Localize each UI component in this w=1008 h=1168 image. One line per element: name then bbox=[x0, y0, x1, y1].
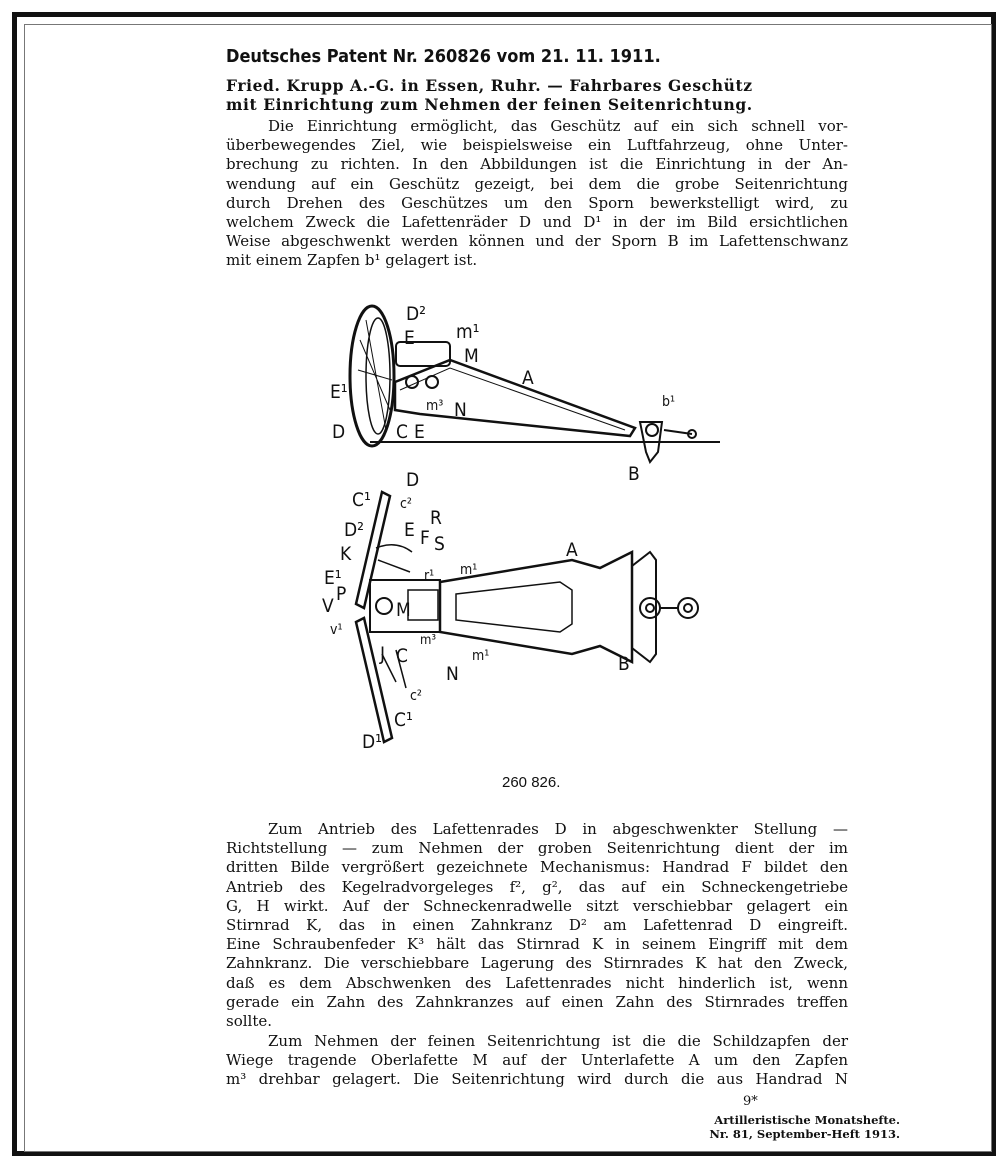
label-top-A: A bbox=[566, 539, 578, 561]
label-top-v1: v¹ bbox=[330, 622, 343, 638]
body-line: dritten Bilde vergrößert gezeichnete Mechanismus: Handrad F bildet den bbox=[226, 858, 848, 877]
label-m3: m³ bbox=[426, 398, 444, 414]
label-top-C1-lower: C¹ bbox=[394, 709, 413, 731]
label-top-S: S bbox=[434, 533, 445, 555]
label-D2: D² bbox=[406, 303, 427, 325]
body-line: gerade ein Zahn des Zahnkranzes auf einen Zahn des Stirnrades treffen bbox=[226, 992, 848, 1011]
label-top-D: D bbox=[406, 469, 420, 491]
intro-line: wendung auf ein Geschütz gezeigt, bei dem die grobe Seitenrichtung bbox=[226, 174, 848, 193]
body-line: Zahnkranz. Die verschiebbare Lagerung des Stirnrades K hat den Zweck, bbox=[226, 954, 848, 973]
body-line: Richtstellung — zum Nehmen der groben Seitenrichtung dient der im bbox=[226, 839, 848, 858]
label-top-C1: C¹ bbox=[352, 489, 371, 511]
label-top-E: E bbox=[404, 519, 415, 541]
label-top-E1: E¹ bbox=[324, 567, 342, 589]
label-top-c2: c² bbox=[400, 496, 412, 512]
intro-line: welchem Zweck die Lafettenräder D und D¹ in der im Bild ersichtlichen bbox=[226, 213, 848, 232]
label-top-D2: D² bbox=[344, 519, 365, 541]
top-wheel-lower bbox=[356, 618, 392, 742]
label-b1: b¹ bbox=[662, 394, 676, 410]
label-N: N bbox=[454, 399, 467, 421]
label-top-K: K bbox=[340, 543, 352, 565]
intro-line: mit einem Zapfen b¹ gelagert ist. bbox=[226, 251, 478, 270]
body-line: Wiege tragende Oberlafette M auf der Unterlafette A um den Zapfen bbox=[226, 1051, 848, 1070]
intro-line: überbewegendes Ziel, wie beispielsweise ein Luftfahrzeug, ohne Unter- bbox=[226, 136, 848, 155]
intro-line: brechung zu richten. In den Abbildungen ist die Einrichtung in der An- bbox=[226, 155, 848, 174]
body-line: Eine Schraubenfeder K³ hält das Stirnrad K in seinem Eingriff mit dem bbox=[226, 935, 848, 954]
label-m1: m¹ bbox=[456, 321, 480, 343]
label-A: A bbox=[522, 367, 534, 389]
side-view-labels bbox=[330, 303, 675, 485]
body-line: Antrieb des Kegelradvorgeleges f², g², das auf ein Schneckengetriebe bbox=[226, 877, 848, 896]
label-top-R: R bbox=[430, 507, 442, 529]
patent-title: Deutsches Patent Nr. 260826 vom 21. 11. 1911. bbox=[226, 46, 661, 67]
body-paragraph-2 bbox=[226, 1032, 848, 1090]
label-top-B: B bbox=[618, 653, 630, 675]
label-top-m3: m³ bbox=[420, 633, 437, 648]
label-D: D bbox=[332, 421, 346, 443]
label-top-M: M bbox=[396, 599, 411, 621]
body-line: m³ drehbar gelagert. Die Seitenrichtung wird durch die aus Handrad N bbox=[226, 1070, 848, 1089]
intro-line: durch Drehen des Geschützes um den Sporn bewerkstelligt wird, zu bbox=[226, 193, 848, 212]
label-E1: E¹ bbox=[330, 381, 348, 403]
intro-line: Die Einrichtung ermöglicht, das Geschütz auf ein sich schnell vor- bbox=[268, 117, 848, 135]
source-citation bbox=[709, 1113, 900, 1141]
body-paragraph-1 bbox=[226, 820, 848, 1031]
source-line: Artilleristische Monatshefte. bbox=[714, 1113, 900, 1127]
subtitle-line: Fried. Krupp A.-G. in Essen, Ruhr. — Fahrbares Geschütz bbox=[226, 76, 753, 95]
patent-subtitle bbox=[226, 76, 753, 114]
top-spade bbox=[632, 552, 656, 662]
label-top-J: J bbox=[380, 643, 386, 665]
intro-paragraph bbox=[226, 117, 848, 271]
top-view-labels bbox=[322, 469, 630, 753]
body-line: daß es dem Abschwenken des Lafettenrades nicht hinderlich ist, wenn bbox=[226, 973, 848, 992]
label-top-m1: m¹ bbox=[460, 562, 478, 578]
label-C: C bbox=[396, 421, 408, 443]
label-top-C: C bbox=[396, 645, 408, 667]
label-top-F: F bbox=[420, 527, 430, 549]
page-number: 9* bbox=[743, 1094, 758, 1109]
label-top-D1: D¹ bbox=[362, 731, 383, 753]
intro-line: Weise abgeschwenkt werden können und der Sporn B im Lafettenschwanz bbox=[226, 232, 848, 251]
label-top-P: P bbox=[336, 583, 347, 605]
label-E-lower: E bbox=[414, 421, 425, 443]
label-top-V: V bbox=[322, 595, 334, 617]
body-line: Zum Nehmen der feinen Seitenrichtung ist die die Schildzapfen der bbox=[268, 1032, 848, 1050]
subtitle-line: mit Einrichtung zum Nehmen der feinen Seitenrichtung. bbox=[226, 95, 753, 114]
label-E: E bbox=[404, 327, 415, 349]
label-M: M bbox=[464, 345, 479, 367]
label-top-N: N bbox=[446, 663, 459, 685]
label-top-r1: r¹ bbox=[424, 568, 435, 584]
body-line: Stirnrad K, das in einen Zahnkranz D² am Lafettenrad D eingreift. bbox=[226, 916, 848, 935]
label-top-m1-lower: m¹ bbox=[472, 648, 490, 664]
source-line: Nr. 81, September-Heft 1913. bbox=[709, 1127, 900, 1141]
body-line: G, H wirkt. Auf der Schneckenradwelle sitzt verschiebbar gelagert ein bbox=[226, 896, 848, 915]
body-line: sollte. bbox=[226, 1012, 272, 1031]
label-top-c2-lower: c² bbox=[410, 688, 422, 704]
label-B: B bbox=[628, 463, 640, 485]
patent-figure bbox=[300, 290, 720, 760]
body-line: Zum Antrieb des Lafettenrades D in abgeschwenkter Stellung — bbox=[268, 820, 848, 838]
figure-caption: 260 826. bbox=[502, 774, 561, 791]
